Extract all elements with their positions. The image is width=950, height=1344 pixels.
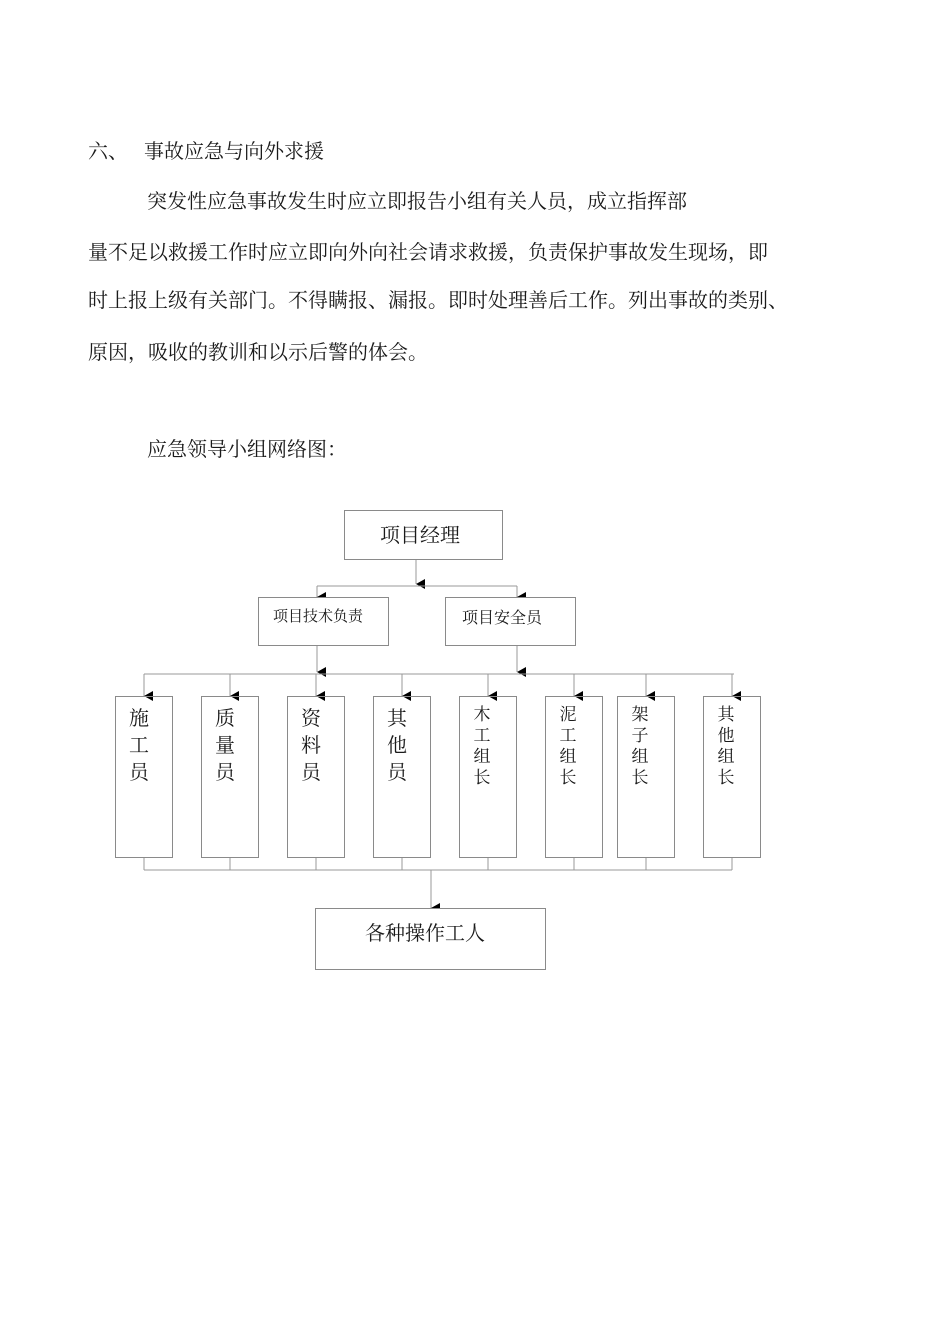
node-label: 其他组长 — [717, 705, 735, 788]
org-node-scaffold-leader — [617, 696, 675, 858]
node-label: 木工组长 — [473, 705, 491, 788]
node-label: 其他员 — [387, 706, 407, 784]
paragraph-line: 量不足以救援工作时应立即向外向社会请求救援，负责保护事故发生现场，即 — [88, 240, 768, 264]
node-label: 项目经理 — [380, 523, 460, 547]
node-label: 质量员 — [215, 706, 235, 784]
node-label: 架子组长 — [631, 705, 649, 788]
org-node-technical-lead — [258, 597, 389, 646]
org-node-safety-officer — [445, 597, 576, 646]
section-title: 事故应急与向外求援 — [144, 139, 324, 163]
paragraph-line: 原因，吸收的教训和以示后警的体会。 — [88, 340, 428, 364]
org-node-carpentry-leader — [459, 696, 517, 858]
node-label: 各种操作工人 — [365, 921, 485, 945]
org-node-quality-staff — [201, 696, 259, 858]
node-label: 施工员 — [129, 706, 149, 784]
org-node-construction-staff — [115, 696, 173, 858]
paragraph-line: 时上报上级有关部门。不得瞒报、漏报。即时处理善后工作。列出事故的类别、 — [88, 288, 788, 312]
node-label: 项目安全员 — [462, 608, 543, 627]
org-node-operators — [315, 908, 546, 970]
chart-caption: 应急领导小组网络图： — [147, 437, 347, 461]
section-number: 六、 — [88, 139, 128, 163]
paragraph-line: 突发性应急事故发生时应立即报告小组有关人员，成立指挥部 — [147, 189, 687, 213]
org-node-other-leader — [703, 696, 761, 858]
node-label: 泥工组长 — [559, 705, 577, 788]
node-label: 项目技术负责 — [273, 607, 364, 625]
node-label: 资料员 — [301, 706, 321, 784]
org-node-project-manager — [344, 510, 503, 560]
org-node-masonry-leader — [545, 696, 603, 858]
org-node-records-staff — [287, 696, 345, 858]
org-node-other-staff — [373, 696, 431, 858]
